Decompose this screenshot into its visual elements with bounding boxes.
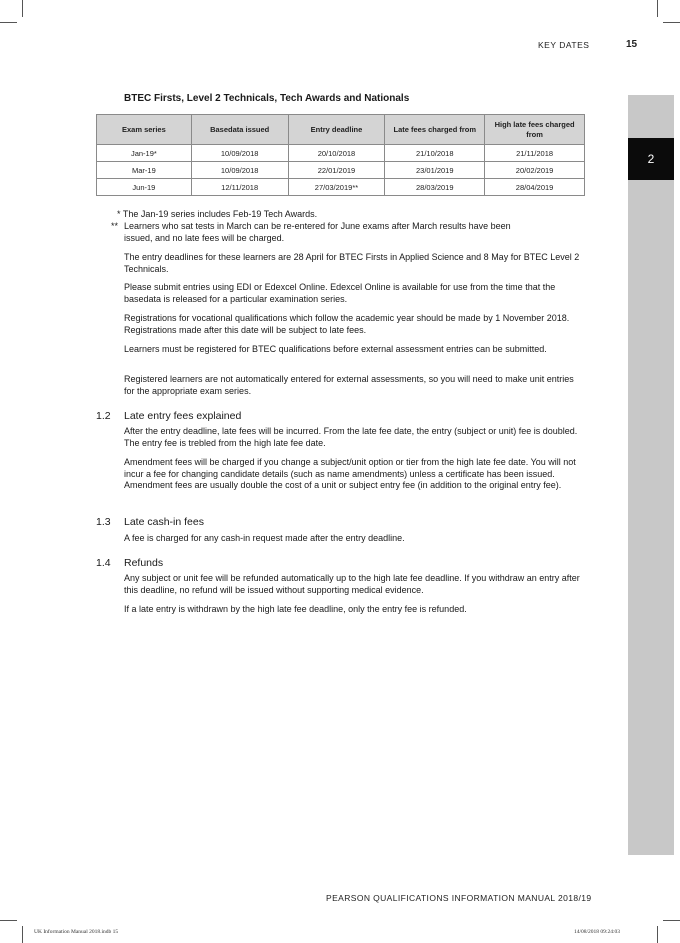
footnote-single-asterisk: * The Jan-19 series includes Feb-19 Tech Awards. <box>117 209 318 219</box>
paragraph: Amendment fees will be charged if you change a subject/unit option or tier from the high late fee date. You will not incur a fee for changing candidate details (such as name amendments) unless a certificate has been issued. Amendment fees are usually double the cost of a unit or subject entry fee (in addition to the original entry fee). <box>124 457 576 490</box>
table-cell: 21/10/2018 <box>385 145 485 162</box>
section-heading: Late entry fees explained <box>124 410 242 422</box>
print-slug-left: UK Information Manual 2018.indb 15 <box>34 929 119 935</box>
chapter-tab: 2 <box>628 138 674 180</box>
table-row <box>97 145 585 162</box>
paragraph: Registrations for vocational qualifications which follow the academic year should be made by 1 November 2018. Registrations made after this date will be subject to late fees. <box>124 313 570 335</box>
footnote-marker: ** <box>111 221 119 231</box>
table-cell: 27/03/2019** <box>288 179 385 196</box>
paragraph: After the entry deadline, late fees will be incurred. From the late fee date, the entry (subject or unit) fee is doubled. The entry fee is trebled from the high late fee date. <box>124 426 578 448</box>
column-header: Exam series <box>97 115 192 145</box>
section-number: 1.2 <box>96 410 111 422</box>
table-cell: Mar-19 <box>97 162 192 179</box>
paragraph: The entry deadlines for these learners are 28 April for BTEC Firsts in Applied Science and 8 May for BTEC Level 2 Technicals. <box>124 252 580 274</box>
section-heading: Refunds <box>124 557 164 569</box>
paragraph: Learners must be registered for BTEC qualifications before external assessment entries can be submitted. <box>124 344 547 354</box>
paragraph: Please submit entries using EDI or Edexcel Online. Edexcel Online is available for use from the time that the basedata is released for a particular examination series. <box>124 282 556 304</box>
chapter-sidebar <box>628 95 674 855</box>
table-header-row <box>97 115 585 145</box>
paragraph: Registered learners are not automatically entered for external assessments, so you will need to make unit entries for the appropriate exam series. <box>124 374 574 396</box>
section-number: 1.4 <box>96 557 111 569</box>
running-footer: PEARSON QUALIFICATIONS INFORMATION MANUAL 2018/19 <box>326 893 592 903</box>
crop-mark <box>22 0 23 17</box>
crop-mark <box>0 22 17 23</box>
table-cell: 20/10/2018 <box>288 145 385 162</box>
section-heading: Late cash-in fees <box>124 516 204 528</box>
paragraph: If a late entry is withdrawn by the high late fee deadline, only the entry fee is refunded. <box>124 604 467 614</box>
crop-mark <box>657 926 658 943</box>
key-dates-table <box>96 114 585 196</box>
paragraph: Any subject or unit fee will be refunded automatically up to the high late fee deadline. If you withdraw an entry after this deadline, no refund will be issued without supporting medical evidence. <box>124 573 580 595</box>
table-cell: 12/11/2018 <box>191 179 288 196</box>
table-cell: Jun-19 <box>97 179 192 196</box>
crop-mark <box>663 22 680 23</box>
footnote-double-asterisk-cont: issued, and no late fees will be charged. <box>124 233 285 243</box>
column-header: High late fees charged from <box>485 115 585 145</box>
table-cell: Jan-19* <box>97 145 192 162</box>
table-cell: 21/11/2018 <box>485 145 585 162</box>
table-cell: 20/02/2019 <box>485 162 585 179</box>
section-number: 1.3 <box>96 516 111 528</box>
table-cell: 28/04/2019 <box>485 179 585 196</box>
table-cell: 10/09/2018 <box>191 145 288 162</box>
page-number: 15 <box>626 39 638 50</box>
crop-mark <box>22 926 23 943</box>
table-cell: 10/09/2018 <box>191 162 288 179</box>
crop-mark <box>663 920 680 921</box>
table-cell: 23/01/2019 <box>385 162 485 179</box>
column-header: Basedata issued <box>191 115 288 145</box>
table-title: BTEC Firsts, Level 2 Technicals, Tech Awards and Nationals <box>124 93 410 104</box>
crop-mark <box>0 920 17 921</box>
column-header: Late fees charged from <box>385 115 485 145</box>
column-header: Entry deadline <box>288 115 385 145</box>
table-row <box>97 179 585 196</box>
print-slug-right: 14/08/2018 09:24:03 <box>574 929 620 935</box>
crop-mark <box>657 0 658 17</box>
table-cell: 28/03/2019 <box>385 179 485 196</box>
paragraph: A fee is charged for any cash-in request made after the entry deadline. <box>124 533 405 543</box>
table-row <box>97 162 585 179</box>
running-header: KEY DATES <box>538 40 590 50</box>
footnote-double-asterisk: Learners who sat tests in March can be re-entered for June exams after March results have been <box>124 221 511 231</box>
table-cell: 22/01/2019 <box>288 162 385 179</box>
